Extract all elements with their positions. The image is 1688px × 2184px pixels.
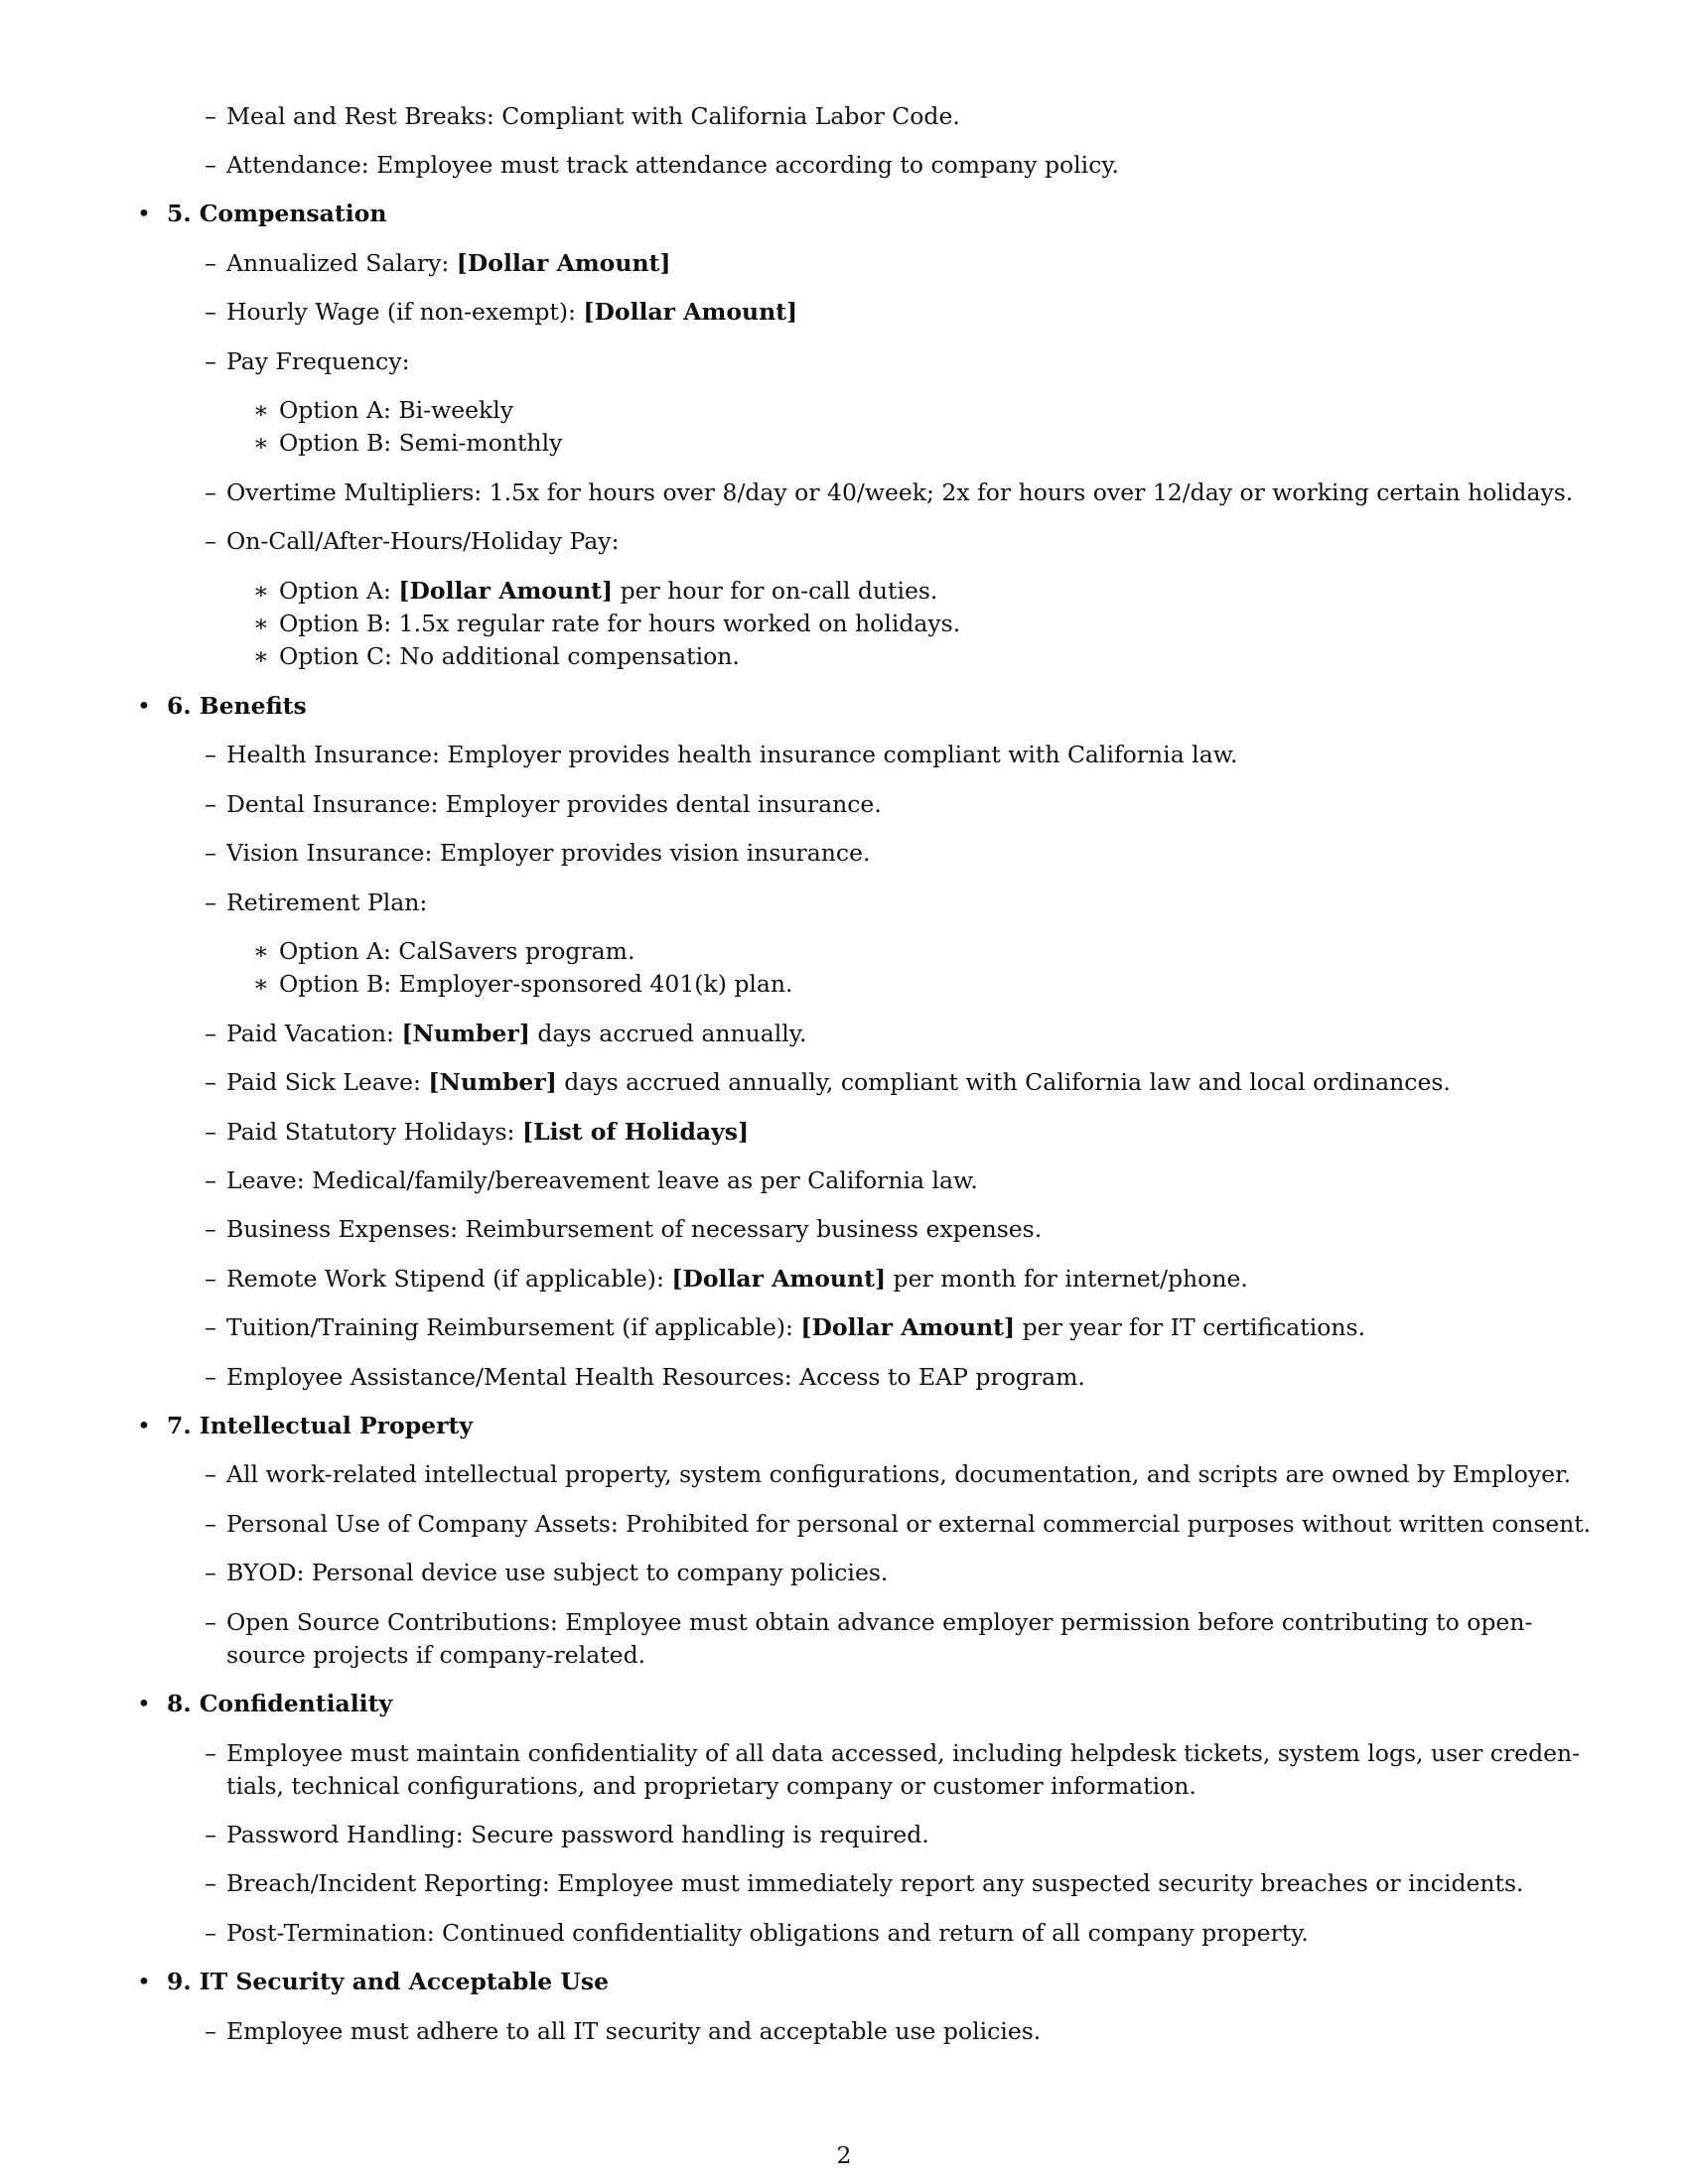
dash-bullet: – [205, 1118, 216, 1146]
oncall-option-a: Option A: [Dollar Amount] per hour for on-call duties. [279, 577, 938, 605]
star-bullet: ∗ [253, 610, 269, 637]
placeholder-list-of-holidays: [List of Holidays] [521, 1118, 750, 1146]
item-oncall-pay: On-Call/After-Hours/Holiday Pay: [226, 527, 620, 555]
dash-bullet: – [205, 478, 216, 506]
pay-option-b: Option B: Semi-monthly [279, 429, 563, 457]
placeholder-dollar-amount: [Dollar Amount] [800, 1313, 1016, 1341]
bullet: • [137, 692, 151, 720]
star-bullet: ∗ [253, 937, 269, 965]
star-bullet: ∗ [253, 642, 269, 670]
placeholder-dollar-amount: [Dollar Amount] [398, 577, 614, 605]
item-byod: BYOD: Personal device use subject to company policies. [226, 1559, 889, 1586]
section-6-title: 6. Benefits [167, 692, 307, 720]
dash-bullet: – [205, 347, 216, 375]
dash-bullet: – [205, 1869, 216, 1897]
placeholder-dollar-amount: [Dollar Amount] [583, 298, 798, 326]
item-business-expenses: Business Expenses: Reimbursement of necessary business expenses. [226, 1215, 1043, 1243]
placeholder-dollar-amount: [Dollar Amount] [671, 1265, 887, 1293]
item-open-source-line-2: source projects if company-related. [226, 1641, 646, 1669]
section-5-heading [137, 198, 386, 230]
dash-bullet: – [205, 790, 216, 818]
item-open-source-line-1: Open Source Contributions: Employee must obtain advance employer permission before contributing to open- [226, 1608, 1533, 1636]
dash-bullet: – [205, 839, 216, 867]
item-hourly-wage: Hourly Wage (if non-exempt): [Dollar Amount] [226, 298, 798, 326]
item-overtime: Overtime Multipliers: 1.5x for hours over 8/day or 40/week; 2x for hours over 12/day or working certain holidays. [226, 478, 1574, 506]
dash-bullet: – [205, 1068, 216, 1096]
dash-bullet: – [205, 1510, 216, 1538]
dash-bullet: – [205, 1460, 216, 1488]
star-bullet: ∗ [253, 429, 269, 457]
section-8-heading [137, 1688, 392, 1720]
dash-bullet: – [205, 1166, 216, 1194]
section-7-title: 7. Intellectual Property [167, 1412, 473, 1439]
dash-bullet: – [205, 1215, 216, 1243]
retirement-option-a: Option A: CalSavers program. [279, 937, 635, 965]
item-meal-breaks: Meal and Rest Breaks: Compliant with California Labor Code. [226, 102, 960, 130]
item-vision-insurance: Vision Insurance: Employer provides vision insurance. [226, 839, 871, 867]
item-retirement-plan: Retirement Plan: [226, 888, 428, 916]
item-ip-owned: All work-related intellectual property, system configurations, documentation, and scripts are owned by Employer. [226, 1460, 1572, 1488]
dash-bullet: – [205, 527, 216, 555]
dash-bullet: – [205, 1739, 216, 1767]
page-number: 2 [836, 2141, 852, 2169]
dash-bullet: – [205, 298, 216, 326]
item-tuition-reimbursement: Tuition/Training Reimbursement (if applicable): [Dollar Amount] per year for IT certifications. [226, 1313, 1366, 1341]
bullet: • [137, 1968, 151, 1995]
item-annualized-salary: Annualized Salary: [Dollar Amount] [226, 249, 671, 277]
item-confidentiality-line-2: tials, technical configurations, and proprietary company or customer information. [226, 1772, 1196, 1800]
pay-option-a: Option A: Bi-weekly [279, 396, 514, 424]
oncall-option-c: Option C: No additional compensation. [279, 642, 740, 670]
star-bullet: ∗ [253, 396, 269, 424]
item-paid-vacation: Paid Vacation: [Number] days accrued annually. [226, 1020, 807, 1047]
dash-bullet: – [205, 1020, 216, 1047]
dash-bullet: – [205, 1919, 216, 1947]
item-eap: Employee Assistance/Mental Health Resources: Access to EAP program. [226, 1363, 1085, 1391]
item-password-handling: Password Handling: Secure password handling is required. [226, 1821, 929, 1848]
dash-bullet: – [205, 102, 216, 130]
oncall-option-b: Option B: 1.5x regular rate for hours worked on holidays. [279, 610, 961, 637]
placeholder-number: [Number] [401, 1020, 530, 1047]
section-5-title: 5. Compensation [167, 200, 387, 227]
star-bullet: ∗ [253, 577, 269, 605]
item-paid-holidays: Paid Statutory Holidays: [List of Holidays] [226, 1118, 750, 1146]
section-9-heading [137, 1966, 609, 1998]
dash-bullet: – [205, 151, 216, 179]
retirement-option-b: Option B: Employer-sponsored 401(k) plan. [279, 970, 793, 998]
item-confidentiality-line-1: Employee must maintain confidentiality of all data accessed, including helpdesk tickets, system logs, user creden- [226, 1739, 1581, 1767]
star-bullet: ∗ [253, 970, 269, 998]
placeholder-number: [Number] [428, 1068, 557, 1096]
dash-bullet: – [205, 1363, 216, 1391]
dash-bullet: – [205, 249, 216, 277]
dash-bullet: – [205, 1559, 216, 1586]
section-6-heading [137, 690, 307, 723]
placeholder-dollar-amount: [Dollar Amount] [456, 249, 671, 277]
dash-bullet: – [205, 741, 216, 768]
item-breach-reporting: Breach/Incident Reporting: Employee must immediately report any suspected security breaches or incidents. [226, 1869, 1524, 1897]
section-8-title: 8. Confidentiality [167, 1690, 393, 1717]
bullet: • [137, 200, 151, 227]
item-it-security: Employee must adhere to all IT security and acceptable use policies. [226, 2017, 1042, 2045]
dash-bullet: – [205, 1313, 216, 1341]
item-leave: Leave: Medical/family/bereavement leave as per California law. [226, 1166, 978, 1194]
section-7-heading [137, 1410, 473, 1442]
item-remote-stipend: Remote Work Stipend (if applicable): [Dollar Amount] per month for internet/phone. [226, 1265, 1248, 1293]
item-dental-insurance: Dental Insurance: Employer provides dental insurance. [226, 790, 882, 818]
bullet: • [137, 1412, 151, 1439]
dash-bullet: – [205, 1608, 216, 1636]
dash-bullet: – [205, 1821, 216, 1848]
item-pay-frequency: Pay Frequency: [226, 347, 410, 375]
item-paid-sick-leave: Paid Sick Leave: [Number] days accrued annually, compliant with California law and local ordinances. [226, 1068, 1451, 1096]
item-attendance: Attendance: Employee must track attendance according to company policy. [226, 151, 1119, 179]
dash-bullet: – [205, 1265, 216, 1293]
section-9-title: 9. IT Security and Acceptable Use [167, 1968, 610, 1995]
item-health-insurance: Health Insurance: Employer provides health insurance compliant with California law. [226, 741, 1238, 768]
item-post-termination: Post-Termination: Continued confidentiality obligations and return of all company property. [226, 1919, 1309, 1947]
dash-bullet: – [205, 888, 216, 916]
bullet: • [137, 1690, 151, 1717]
dash-bullet: – [205, 2017, 216, 2045]
item-personal-use: Personal Use of Company Assets: Prohibited for personal or external commercial purposes without written consent. [226, 1510, 1592, 1538]
